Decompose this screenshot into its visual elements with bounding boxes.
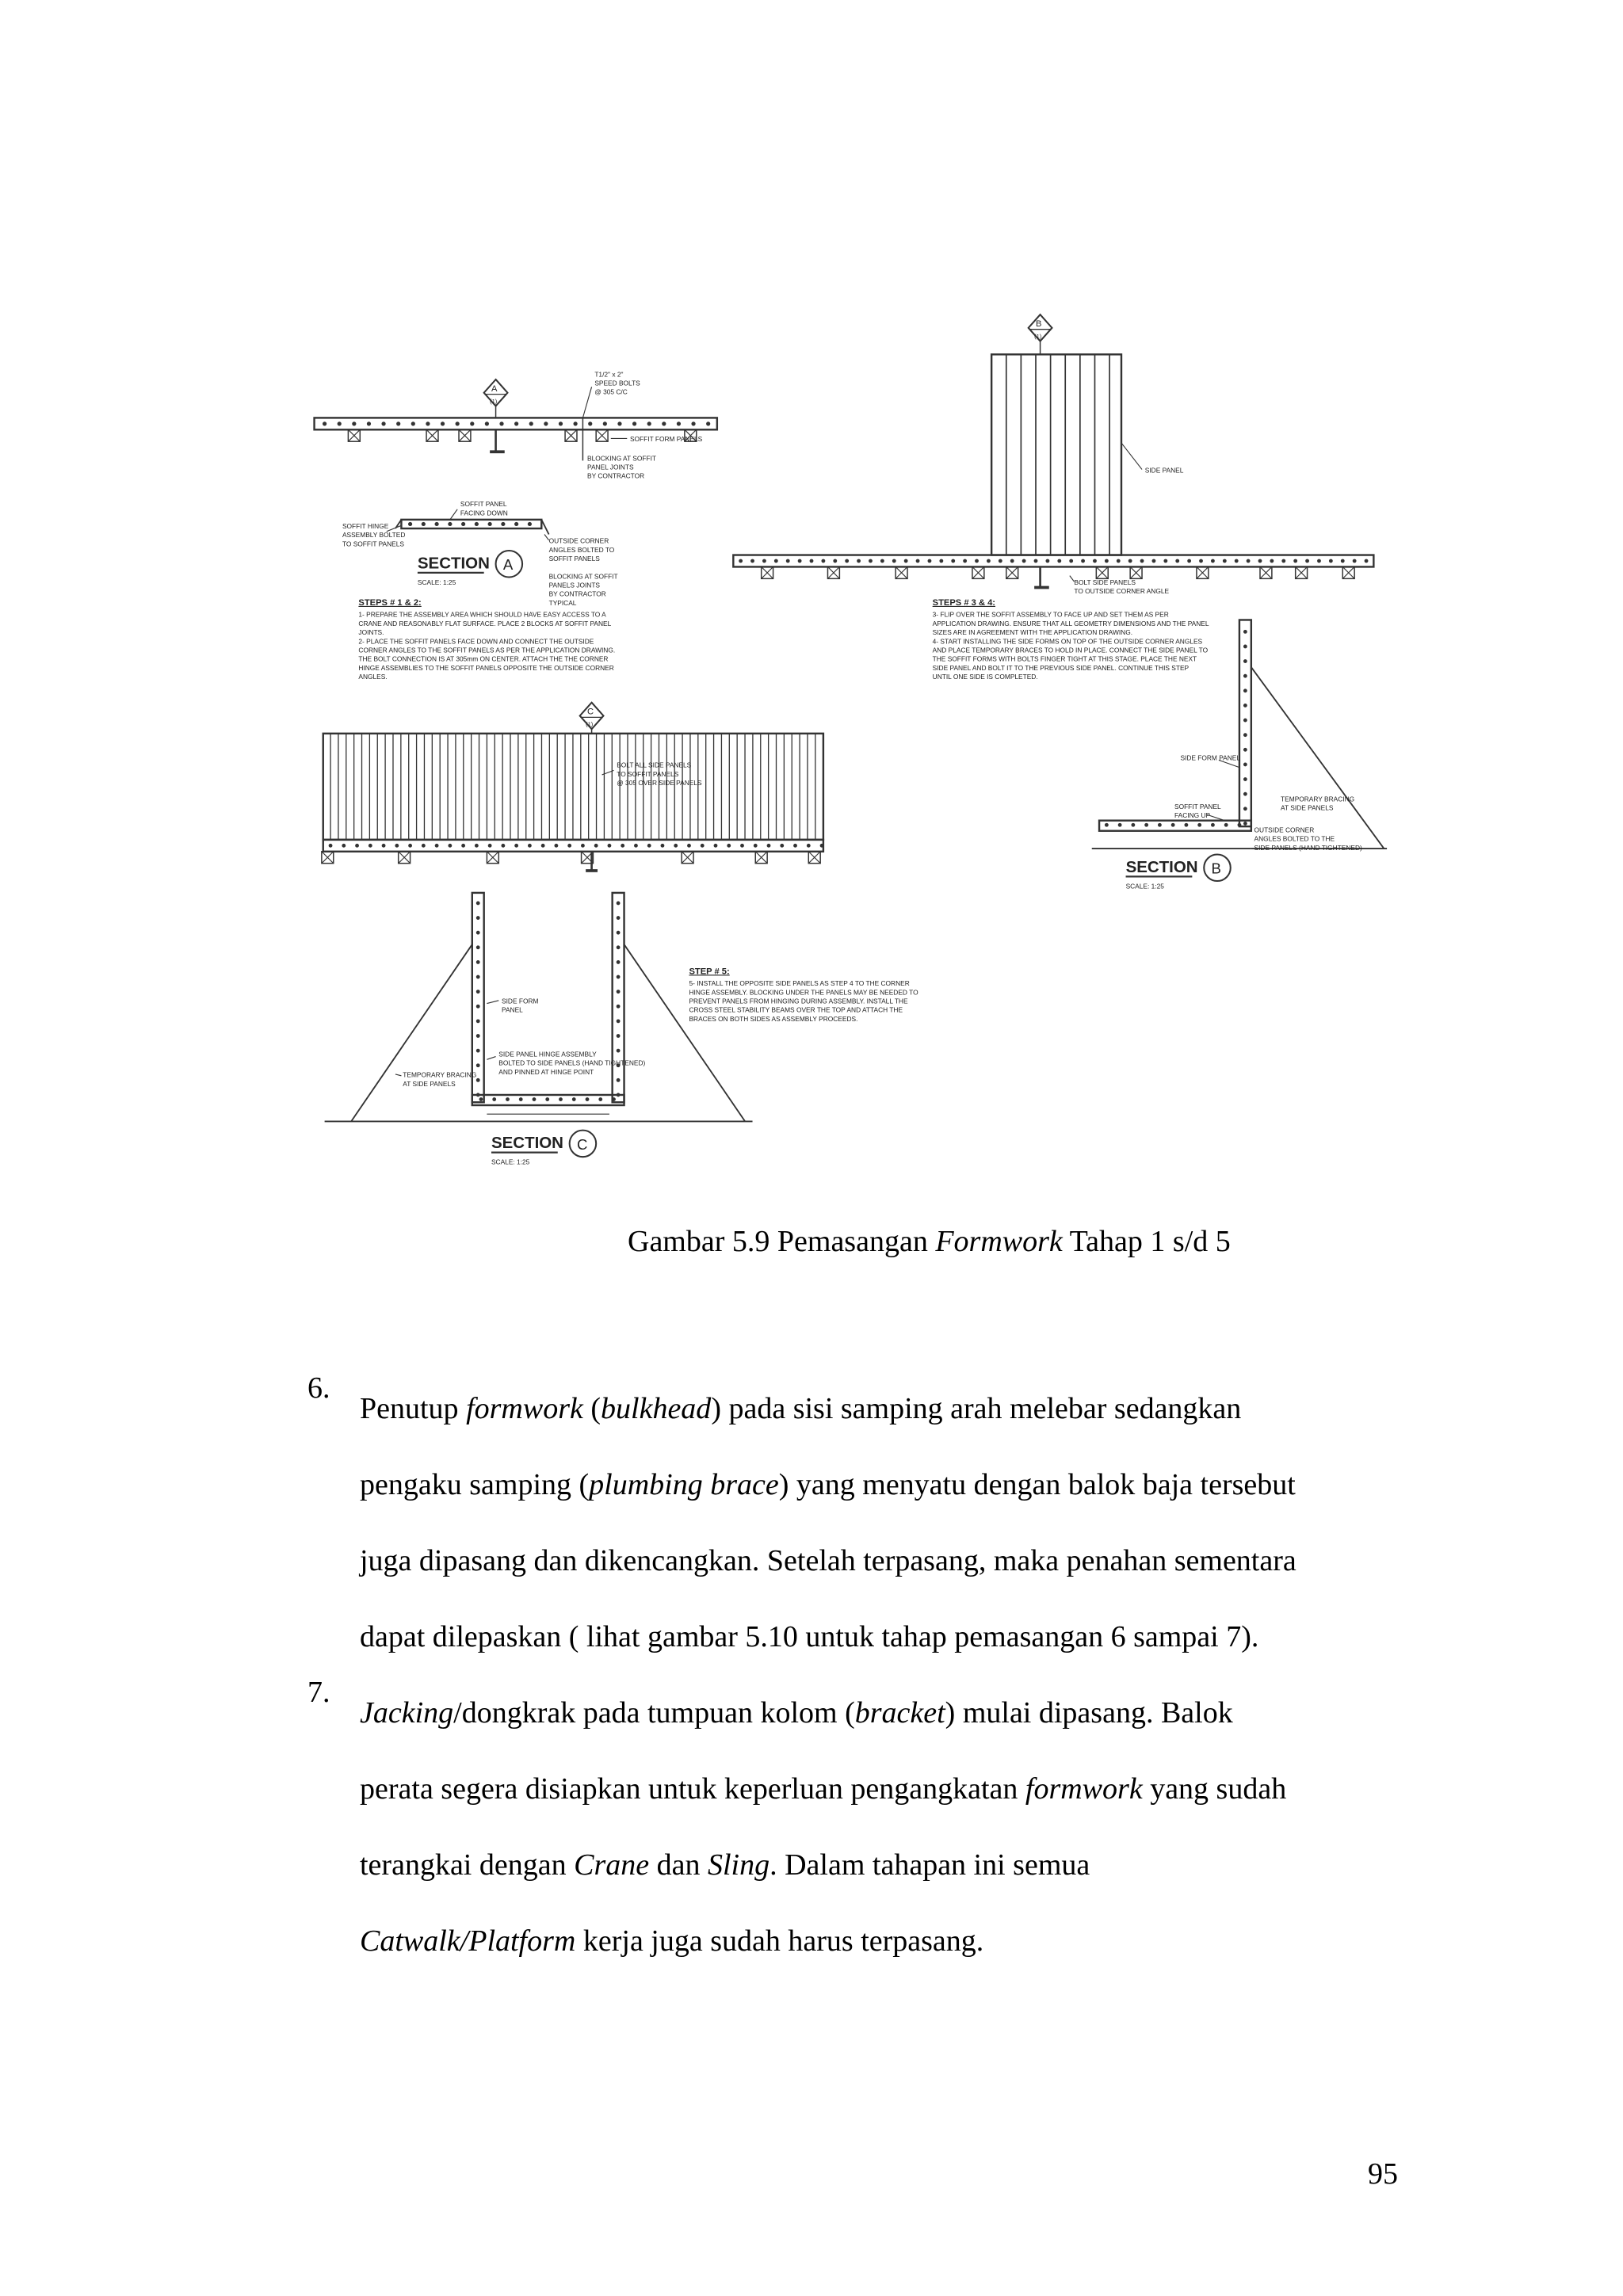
drawing-label: JOINTS. <box>358 628 384 637</box>
bolt-dot <box>515 422 517 425</box>
bolt-dot <box>1354 560 1356 563</box>
bolt-dot <box>1129 560 1132 563</box>
drawing-label: CRANE AND REASONABLY FLAT SURFACE. PLACE 2 BLOCKS AT SOFFIT PANEL <box>358 619 612 627</box>
drawing-label: PANELS JOINTS <box>548 581 601 589</box>
bolt-dot <box>613 1098 615 1100</box>
bolt-dot <box>869 560 872 563</box>
bolt-dot <box>763 560 766 563</box>
drawing-label: SIDE PANEL <box>1144 466 1184 475</box>
drawing-label: TO SOFFIT PANELS <box>342 540 404 548</box>
bolt-dot <box>1244 793 1247 795</box>
bolt-dot <box>530 422 533 425</box>
bolt-dot <box>941 560 943 563</box>
bolt-dot <box>520 1098 522 1100</box>
bolt-dot <box>383 422 385 425</box>
drawing-label: APPLICATION DRAWING. ENSURE THAT ALL GEOMETRY DIMENSIONS AND THE PANEL <box>932 619 1209 627</box>
bolt-dot <box>477 932 479 934</box>
drawing-label: SCALE: 1:25 <box>417 578 456 586</box>
bolt-dot <box>449 845 452 847</box>
bolt-dot <box>617 1079 620 1081</box>
bolt-dot <box>506 1098 509 1100</box>
bolt-dot <box>383 845 385 847</box>
drawing-line <box>351 944 472 1121</box>
bolt-dot <box>1239 824 1241 826</box>
bolt-dot <box>556 845 558 847</box>
bolt-dot <box>1342 560 1344 563</box>
drawing-label: A <box>502 556 514 574</box>
bolt-dot <box>999 560 1002 563</box>
drawing-line <box>450 509 457 520</box>
drawing-label: OUTSIDE CORNER <box>548 536 609 545</box>
bolt-dot <box>618 422 621 425</box>
drawing-label: T1/2" x 2" <box>594 370 624 379</box>
drawing-label: THE SOFFIT FORMS WITH BOLTS FINGER TIGHT AT THIS STAGE. PLACE THE NEXT <box>932 654 1197 663</box>
bolt-dot <box>964 560 966 563</box>
list-item <box>307 1371 1401 1675</box>
bolt-dot <box>1225 824 1228 826</box>
list-item-number: 7. <box>307 1676 330 1709</box>
bolt-dot <box>515 845 517 847</box>
bolt-dot <box>1259 560 1262 563</box>
bolt-dot <box>917 560 919 563</box>
bolt-dot <box>617 961 620 963</box>
bolt-dot <box>412 422 414 425</box>
bolt-dot <box>589 422 591 425</box>
bolt-dot <box>575 422 577 425</box>
drawing-label: HINGE ASSEMBLIES TO THE SOFFIT PANELS OPPOSITE THE OUTSIDE CORNER <box>358 663 614 672</box>
bolt-dot <box>633 422 636 425</box>
drawing-label: 3- FLIP OVER THE SOFFIT ASSEMBLY TO FACE UP AND SET THEM AS PER <box>932 610 1169 619</box>
bolt-dot <box>617 990 620 993</box>
bolt-dot <box>976 560 978 563</box>
bolt-dot <box>1247 560 1250 563</box>
bolt-dot <box>754 845 757 847</box>
drawing-label: SOFFIT PANELS <box>548 554 600 563</box>
drawing-label: FACING DOWN <box>460 509 508 517</box>
bolt-dot <box>617 902 620 905</box>
bolt-dot <box>1224 560 1226 563</box>
bolt-dot <box>617 1005 620 1008</box>
bolt-dot <box>1244 822 1247 825</box>
drawing-label: FACING UP <box>1174 810 1211 819</box>
bolt-dot <box>739 560 742 563</box>
bolt-dot <box>1094 560 1096 563</box>
bolt-dot <box>1365 560 1368 563</box>
bolt-dot <box>1186 824 1188 826</box>
bolt-dot <box>1119 824 1121 826</box>
drawing-label: TYPICAL <box>548 598 577 607</box>
bolt-dot <box>477 1079 479 1081</box>
drawing-label: @ 305 OVER SIDE PANELS <box>617 778 702 787</box>
bolt-dot <box>688 845 690 847</box>
bolt-dot <box>1172 824 1174 826</box>
drawing-label: A <box>491 383 498 394</box>
drawing-label: AT SIDE PANELS <box>1281 803 1334 812</box>
bolt-dot <box>529 845 531 847</box>
bolt-dot <box>1294 560 1296 563</box>
bolt-dot <box>546 1098 548 1100</box>
bolt-dot <box>368 422 370 425</box>
bolt-dot <box>436 523 438 525</box>
drawing-label: UNTIL ONE SIDE IS COMPLETED. <box>932 672 1038 681</box>
bolt-dot <box>1235 560 1238 563</box>
drawing-label: B <box>1035 318 1042 329</box>
bolt-dot <box>477 1050 479 1052</box>
drawing-label: SOFFIT PANEL <box>460 500 507 509</box>
bolt-dot <box>338 422 341 425</box>
bolt-dot <box>471 422 473 425</box>
bolt-dot <box>586 1098 589 1100</box>
bolt-dot <box>648 422 651 425</box>
bolt-dot <box>1244 734 1247 736</box>
drawing-label: THE BOLT CONNECTION IS AT 305mm ON CENTER. ATTACH THE THE CORNER <box>358 654 609 663</box>
list-item-number: 6. <box>307 1371 330 1405</box>
drawing-label: STEP # 5: <box>689 967 730 977</box>
drawing-label: BOLT SIDE PANELS <box>1074 578 1136 586</box>
bolt-dot <box>662 845 664 847</box>
bolt-dot <box>1106 560 1108 563</box>
bolt-dot <box>493 1098 495 1100</box>
drawing-label: SOFFIT FORM PANELS <box>629 435 703 444</box>
drawing-label: ANGLES. <box>358 672 388 681</box>
drawing-label: AND PLACE TEMPORARY BRACES TO HOLD IN PLACE. CONNECT THE SIDE PANEL TO <box>932 646 1209 654</box>
bolt-dot <box>1244 631 1247 633</box>
drawing-line <box>582 387 591 418</box>
bolt-dot <box>573 1098 575 1100</box>
drawing-label: SOFFIT PANEL <box>1174 802 1221 810</box>
bolt-dot <box>544 422 547 425</box>
bolt-dot <box>787 560 789 563</box>
bolt-dot <box>648 845 651 847</box>
drawing-label: CORNER ANGLES TO THE SOFFIT PANELS AS PER THE APPLICATION DRAWING. <box>358 646 616 654</box>
drawing-line <box>541 520 548 535</box>
bolt-dot <box>568 845 571 847</box>
bolt-dot <box>881 560 884 563</box>
bolt-dot <box>1244 704 1247 707</box>
bolt-dot <box>422 523 425 525</box>
drawing-label: (1) <box>1034 332 1042 340</box>
bolt-dot <box>987 560 990 563</box>
bolt-dot <box>1306 560 1308 563</box>
bolt-dot <box>1244 660 1247 662</box>
bolt-dot <box>621 845 624 847</box>
drawing-label: BLOCKING AT SOFFIT <box>548 572 618 581</box>
bolt-dot <box>775 560 777 563</box>
drawing-label: (1) <box>586 720 594 728</box>
drawing-label: SECTION <box>491 1134 563 1152</box>
bolt-dot <box>929 560 931 563</box>
drawing-label: BRACES ON BOTH SIDES AS ASSEMBLY PROCEEDS. <box>689 1014 858 1023</box>
bolt-dot <box>343 845 346 847</box>
bolt-dot <box>1023 560 1025 563</box>
bolt-dot <box>559 1098 562 1100</box>
drawing-panel <box>991 354 1121 555</box>
bolt-dot <box>1117 560 1120 563</box>
drawing-label: AND PINNED AT HINGE POINT <box>498 1067 594 1076</box>
drawing-label: SECTION <box>417 554 490 573</box>
bolt-dot <box>477 1035 479 1037</box>
bolt-dot <box>462 523 464 525</box>
bolt-dot <box>1106 824 1108 826</box>
bolt-dot <box>409 845 411 847</box>
figure-caption: Gambar 5.9 Pemasangan Formwork Tahap 1 s/d 5 <box>628 1225 1231 1258</box>
bolt-dot <box>582 845 584 847</box>
drawing-label: TO SOFFIT PANELS <box>617 769 679 778</box>
bolt-dot <box>893 560 896 563</box>
drawing-label: SIDE FORM <box>502 997 539 1005</box>
bolt-dot <box>396 845 399 847</box>
drawing-label: AT SIDE PANELS <box>403 1079 456 1088</box>
bolt-dot <box>693 422 695 425</box>
list-item <box>307 1675 1401 1979</box>
bolt-dot <box>501 422 503 425</box>
drawing-label: BOLT ALL SIDE PANELS <box>617 761 692 769</box>
drawing-panel <box>613 893 624 1102</box>
bolt-dot <box>1330 560 1332 563</box>
drawing-line <box>487 1057 495 1060</box>
bolt-dot <box>489 845 491 847</box>
drawing-label: SIZES ARE IN AGREEMENT WITH THE APPLICATION DRAWING. <box>932 628 1133 637</box>
drawing-label: STEPS # 3 & 4: <box>932 597 996 608</box>
bolt-dot <box>533 1098 536 1100</box>
bolt-dot <box>353 422 355 425</box>
drawing-label: BY CONTRACTOR <box>587 471 645 480</box>
bolt-dot <box>1271 560 1274 563</box>
drawing-line <box>487 1001 498 1004</box>
bolt-dot <box>1047 560 1049 563</box>
bolt-dot <box>707 422 709 425</box>
bolt-dot <box>768 845 770 847</box>
bolt-dot <box>617 976 620 978</box>
bolt-dot <box>330 845 332 847</box>
bolt-dot <box>1244 690 1247 692</box>
drawing-label: SIDE PANEL AND BOLT IT TO THE PREVIOUS SIDE PANEL. CONTINUE THIS STEP <box>932 663 1190 672</box>
bolt-dot <box>1165 560 1167 563</box>
bolt-dot <box>409 523 411 525</box>
drawing-label: 4- START INSTALLING THE SIDE FORMS ON TOP OF THE OUTSIDE CORNER ANGLES <box>932 637 1203 646</box>
drawing-label: BOLTED TO SIDE PANELS (HAND TIGHTENED) <box>498 1058 646 1067</box>
bolt-dot <box>1244 778 1247 780</box>
bolt-dot <box>441 422 444 425</box>
bolt-dot <box>1318 560 1320 563</box>
bolt-dot <box>1244 719 1247 722</box>
drawing-label: STEPS # 1 & 2: <box>358 597 422 608</box>
bolt-dot <box>635 845 637 847</box>
drawing-label: BLOCKING AT SOFFIT <box>587 454 657 463</box>
bolt-dot <box>821 845 823 847</box>
drawing-label: 1- PREPARE THE ASSEMBLY AREA WHICH SHOULD HAVE EASY ACCESS TO A <box>358 610 606 619</box>
bolt-dot <box>477 946 479 948</box>
bolt-dot <box>678 422 680 425</box>
drawing-label: TEMPORARY BRACING <box>1281 795 1355 803</box>
bolt-dot <box>1244 675 1247 677</box>
bolt-dot <box>1244 646 1247 648</box>
drawing-label: PANEL <box>502 1005 523 1014</box>
bolt-dot <box>477 961 479 963</box>
drawing-label: SIDE PANELS (HAND TIGHTENED) <box>1254 843 1362 852</box>
bolt-dot <box>1145 824 1148 826</box>
bolt-dot <box>1212 560 1214 563</box>
bolt-dot <box>1058 560 1060 563</box>
bolt-dot <box>617 1035 620 1037</box>
drawing-label: PREVENT PANELS FROM HINGING DURING ASSEMBLY. INSTALL THE <box>689 997 908 1005</box>
bolt-dot <box>1198 824 1201 826</box>
bolt-dot <box>604 422 606 425</box>
drawing-label: SOFFIT HINGE <box>342 522 389 531</box>
bolt-dot <box>449 523 451 525</box>
bolt-dot <box>559 422 562 425</box>
drawing-label: ASSEMBLY BOLTED <box>342 531 406 540</box>
drawing-label: SECTION <box>1125 857 1198 876</box>
drawing-label: 5- INSTALL THE OPPOSITE SIDE PANELS AS STEP 4 TO THE CORNER <box>689 979 910 988</box>
bolt-dot <box>617 946 620 948</box>
bolt-dot <box>489 523 491 525</box>
bolt-dot <box>456 422 459 425</box>
bolt-dot <box>356 845 358 847</box>
bolt-dot <box>1212 824 1214 826</box>
bolt-dot <box>823 560 825 563</box>
bolt-dot <box>1244 749 1247 751</box>
drawing-line <box>1121 443 1142 470</box>
bolt-dot <box>515 523 517 525</box>
drawing-label: CROSS STEEL STABILITY BEAMS OVER THE TOP AND ATTACH THE <box>689 1005 903 1014</box>
bolt-dot <box>477 1020 479 1023</box>
drawing-label: TEMPORARY BRACING <box>403 1070 477 1079</box>
bolt-dot <box>422 845 425 847</box>
drawing-label: 2- PLACE THE SOFFIT PANELS FACE DOWN AND CONNECT THE OUTSIDE <box>358 637 594 646</box>
bolt-dot <box>599 1098 601 1100</box>
bolt-dot <box>1153 560 1155 563</box>
list-item-line: dapat dilepaskan ( lihat gambar 5.10 untuk tahap pemasangan 6 sampai 7). <box>360 1620 1259 1653</box>
list-item-line: Catwalk/Platform kerja juga sudah harus terpasang. <box>360 1924 984 1958</box>
drawing-panel <box>733 555 1373 567</box>
bolt-dot <box>502 845 505 847</box>
bolt-dot <box>529 523 531 525</box>
bolt-dot <box>477 902 479 905</box>
drawing-line <box>1251 667 1384 849</box>
bolt-dot <box>477 976 479 978</box>
bolt-dot <box>727 845 730 847</box>
drawing-label: PANEL JOINTS <box>587 463 634 471</box>
drawing-label: BY CONTRACTOR <box>548 589 606 598</box>
bolt-dot <box>617 1050 620 1052</box>
drawing-label: TO OUTSIDE CORNER ANGLE <box>1074 586 1170 595</box>
list-item-line: juga dipasang dan dikencangkan. Setelah terpasang, maka penahan sementara <box>360 1544 1296 1577</box>
list-item-line: pengaku samping (plumbing brace) yang menyatu dengan balok baja tersebut <box>360 1468 1296 1501</box>
bolt-dot <box>715 845 717 847</box>
bolt-dot <box>617 917 620 919</box>
drawing-label: OUTSIDE CORNER <box>1254 826 1315 834</box>
bolt-dot <box>1132 824 1135 826</box>
bolt-dot <box>486 422 488 425</box>
bolt-dot <box>846 560 848 563</box>
bolt-dot <box>397 422 399 425</box>
drawing-label: HINGE ASSEMBLY. BLOCKING UNDER THE PANELS MAY BE NEEDED TO <box>689 988 918 997</box>
bolt-dot <box>542 845 544 847</box>
bolt-dot <box>323 422 326 425</box>
bolt-dot <box>617 1020 620 1023</box>
bolt-dot <box>426 422 429 425</box>
drawing-line <box>395 1074 401 1076</box>
bolt-dot <box>1176 560 1178 563</box>
bolt-dot <box>369 845 372 847</box>
drawing-label: SCALE: 1:25 <box>491 1158 530 1166</box>
bolt-dot <box>595 845 598 847</box>
bolt-dot <box>477 1064 479 1066</box>
bolt-dot <box>477 990 479 993</box>
bolt-dot <box>1070 560 1072 563</box>
list-item-line: terangkai dengan Crane dan Sling. Dalam tahapan ini semua <box>360 1848 1090 1882</box>
drawing-label: @ 305 C/C <box>594 387 628 396</box>
bolt-dot <box>1244 807 1247 810</box>
bolt-dot <box>701 845 704 847</box>
bolt-dot <box>1159 824 1161 826</box>
bolt-dot <box>952 560 954 563</box>
drawing-label: ANGLES BOLTED TO <box>548 545 615 554</box>
drawing-label: ANGLES BOLTED TO THE <box>1254 834 1335 843</box>
drawing-label: (1) <box>490 397 498 405</box>
bolt-dot <box>1141 560 1144 563</box>
bolt-dot <box>751 560 754 563</box>
bolt-dot <box>1200 560 1202 563</box>
drawing-label: SIDE FORM PANEL <box>1180 753 1241 762</box>
bolt-dot <box>857 560 860 563</box>
drawing-label: SPEED BOLTS <box>594 379 640 387</box>
drawing-label: SIDE PANEL HINGE ASSEMBLY <box>498 1050 597 1058</box>
drawing-label: SCALE: 1:25 <box>1125 882 1164 891</box>
bolt-dot <box>502 523 504 525</box>
bolt-dot <box>905 560 907 563</box>
bolt-dot <box>475 523 478 525</box>
bolt-dot <box>781 845 783 847</box>
bolt-dot <box>477 1005 479 1008</box>
bolt-dot <box>477 917 479 919</box>
list-item-line: Penutup formwork (bulkhead) pada sisi samping arah melebar sedangkan <box>360 1392 1242 1425</box>
bolt-dot <box>1082 560 1084 563</box>
bolt-dot <box>1035 560 1037 563</box>
bolt-dot <box>609 845 611 847</box>
bolt-dot <box>663 422 665 425</box>
numbered-list <box>307 1371 1401 1979</box>
list-item-line: perata segera disiapkan untuk keperluan pengangkatan formwork yang sudah <box>360 1772 1287 1806</box>
bolt-dot <box>1244 764 1247 766</box>
bolt-dot <box>794 845 796 847</box>
drawing-label: C <box>587 707 594 717</box>
bolt-dot <box>674 845 677 847</box>
list-item-line: Jacking/dongkrak pada tumpuan kolom (bracket) mulai dipasang. Balok <box>360 1696 1233 1730</box>
bolt-dot <box>480 1098 483 1100</box>
bolt-dot <box>799 560 801 563</box>
bolt-dot <box>811 560 813 563</box>
bolt-dot <box>808 845 810 847</box>
bolt-dot <box>1188 560 1190 563</box>
bolt-dot <box>741 845 743 847</box>
bolt-dot <box>834 560 836 563</box>
bolt-dot <box>436 845 438 847</box>
bolt-dot <box>462 845 464 847</box>
drawing-label: C <box>576 1135 588 1153</box>
bolt-dot <box>1282 560 1285 563</box>
bolt-dot <box>1011 560 1014 563</box>
page-number: 95 <box>1368 2157 1398 2191</box>
drawing-label: B <box>1211 860 1221 877</box>
bolt-dot <box>617 932 620 934</box>
bolt-dot <box>475 845 478 847</box>
drawing-panel <box>1099 821 1251 831</box>
